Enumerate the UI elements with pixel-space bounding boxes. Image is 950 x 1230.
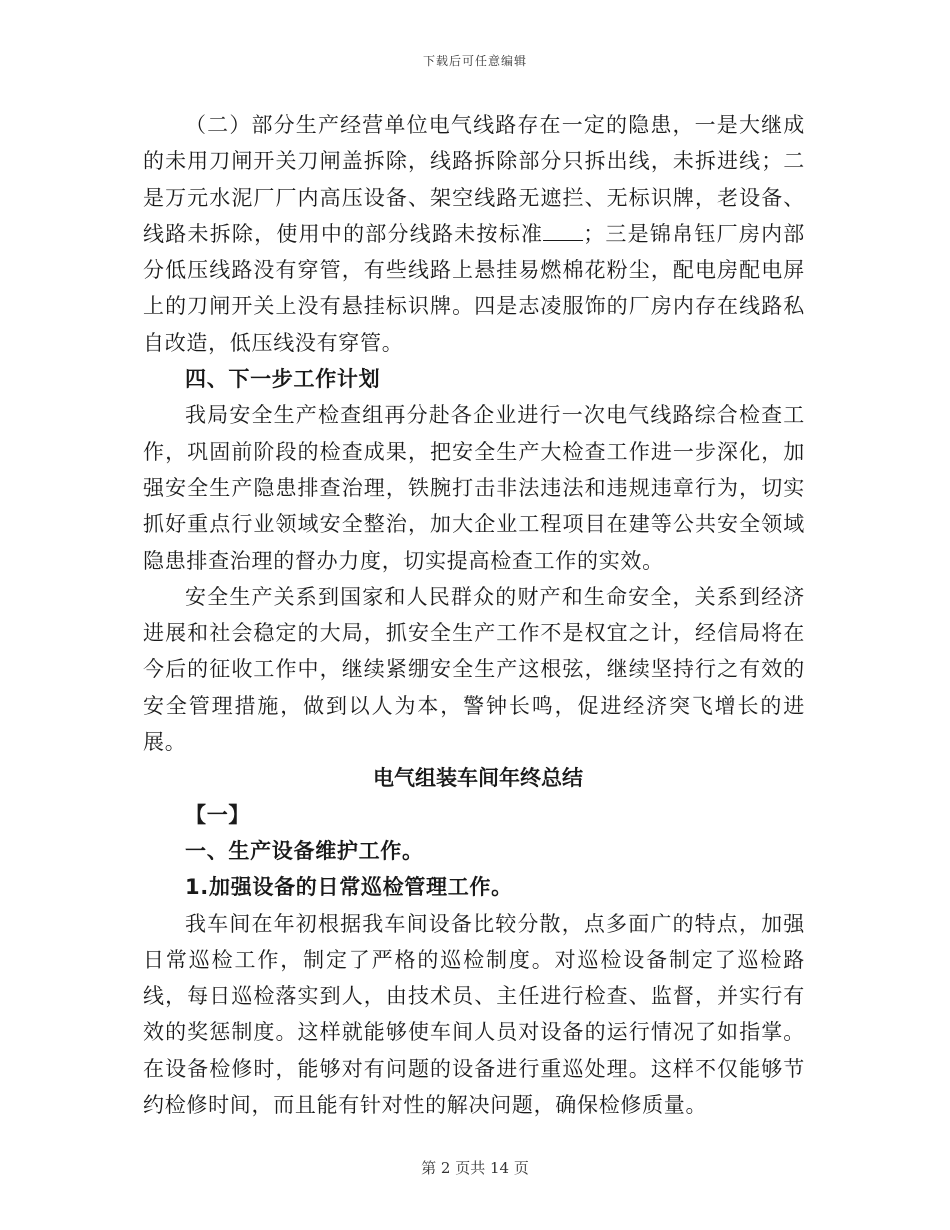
- paragraph-electrical-hazards: [143, 107, 805, 361]
- paragraph-daily-inspection: 我车间在年初根据我车间设备比较分散，点多面广的特点，加强日常巡检工作，制定了严格的巡检制度。对巡检设备制定了巡检路线，每日巡检落实到人，由技术员、主任进行检查、监督，并实行有效的奖惩制度。这样就能够使车间人员对设备的运行情况了如指掌。在设备检修时，能够对有问题的设备进行重巡处理。这样不仅能够节约检修时间，而且能有针对性的解决问题，确保检修质量。: [143, 911, 805, 1118]
- page-header: 下载后可任意编辑: [422, 54, 527, 68]
- paragraph-inspection-plan: 我局安全生产检查组再分赴各企业进行一次电气线路综合检查工作，巩固前阶段的检查成果，把安全生产大检查工作进一步深化，加强安全生产隐患排查治理，铁腕打击非法违法和违规违章行为，切实抓好重点行业领域安全整治，加大企业工程项目在建等公共安全领域隐患排查治理的督办力度，切实提高检查工作的实效。: [143, 403, 805, 573]
- page-number-footer: 第 2 页共 14 页: [421, 1159, 529, 1177]
- paragraph-safety-importance: 安全生产关系到国家和人民群众的财产和生命安全，关系到经济进展和社会稳定的大局，抓安全生产工作不是权宜之计，经信局将在今后的征收工作中，继续紧绷安全生产这根弦，继续坚持行之有效的安全管理措施，做到以人为本，警钟长鸣，促进经济突飞增长的进展。: [143, 584, 805, 755]
- subsection-heading-daily-inspection: 1.加强设备的日常巡检管理工作。: [185, 875, 513, 900]
- document-body: [143, 107, 805, 1123]
- section-marker: 【一】: [185, 802, 251, 827]
- section-heading-equipment-maintenance: 一、生产设备维护工作。: [185, 838, 424, 863]
- fill-in-blank: [543, 222, 583, 241]
- paragraph-text-part2: ；三是锦帛钰厂房内部分低压线路没有穿管，有些线路上悬挂易燃棉花粉尘，配电房配电屏上的刀闸开关上没有悬挂标识牌。四是志凌服饰的厂房内存在线路私自改造，低压线没有穿管。: [143, 221, 805, 355]
- section-heading-next-steps: 四、下一步工作计划: [185, 367, 381, 392]
- document-title: 电气组装车间年终总结: [373, 766, 583, 791]
- paragraph-text-part1: （二）部分生产经营单位电气线路存在一定的隐患，一是大继成的未用刀闸开关刀闸盖拆除，线路拆除部分只拆出线，未拆进线；二是万元水泥厂厂内高压设备、架空线路无遮拦、无标识牌，老设备、线路未拆除，使用中的部分线路未按标准: [143, 113, 805, 246]
